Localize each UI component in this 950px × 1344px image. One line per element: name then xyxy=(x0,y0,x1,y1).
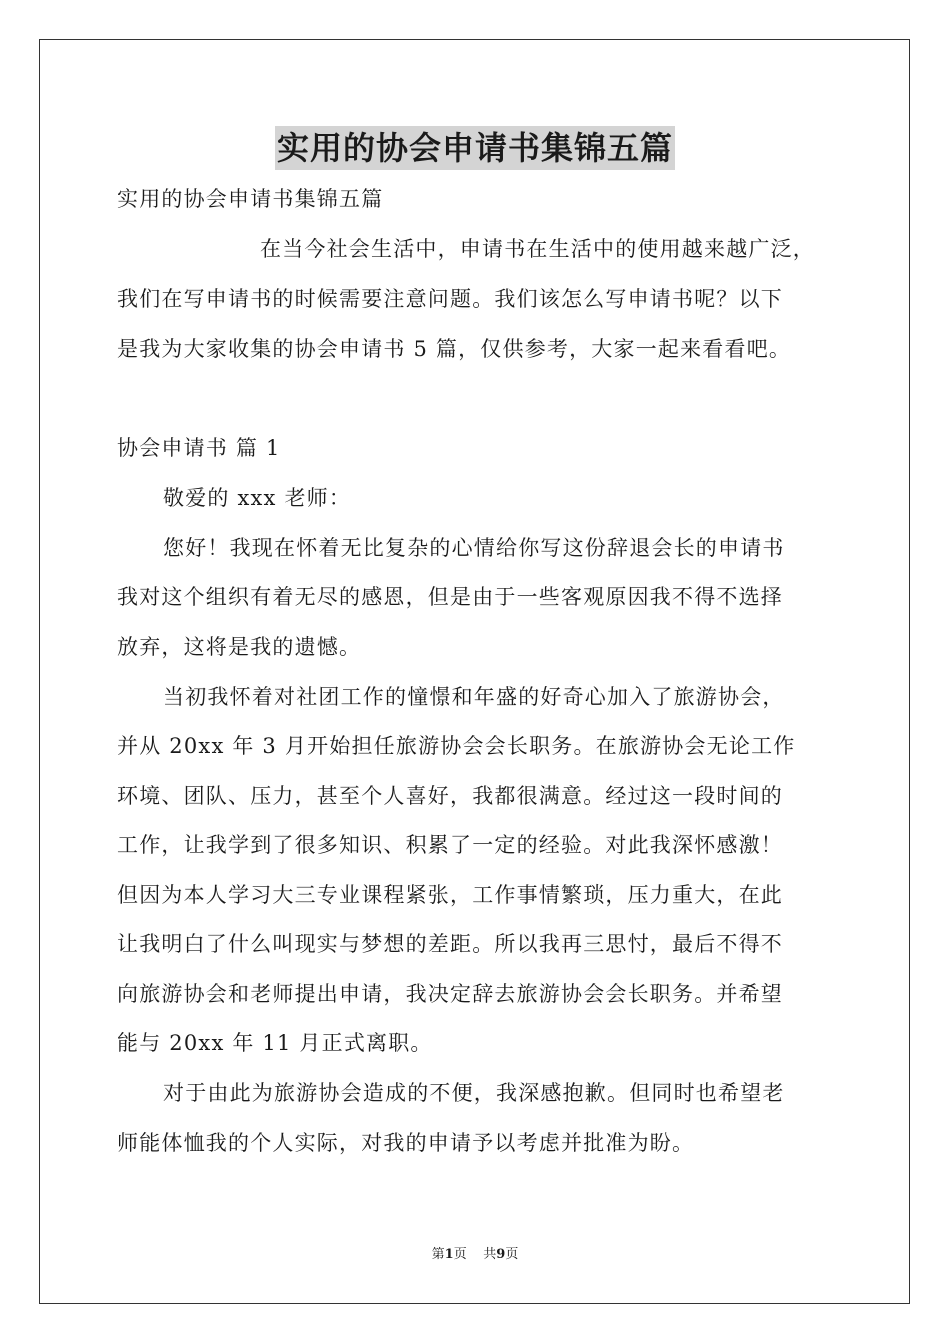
body-line: 工作，让我学到了很多知识、积累了一定的经验。对此我深怀感激！ xyxy=(117,833,783,857)
intro-line-1: 在当今社会生活中，申请书在生活中的使用越来越广泛， xyxy=(260,237,815,261)
intro-line-3: 是我为大家收集的协会申请书 5 篇，仅供参考，大家一起来看看吧。 xyxy=(117,337,792,361)
body-line: 但因为本人学习大三专业课程紧张，工作事情繁琐，压力重大，在此 xyxy=(117,883,783,907)
total-suffix: 页 xyxy=(505,1247,519,1262)
body-line: 能与 20xx 年 11 月正式离职。 xyxy=(117,1031,433,1055)
document-title: 实用的协会申请书集锦五篇 xyxy=(275,126,675,170)
body-line: 师能体恤我的个人实际，对我的申请予以考虑并批准为盼。 xyxy=(117,1131,695,1155)
body-line: 当初我怀着对社团工作的憧憬和年盛的好奇心加入了旅游协会， xyxy=(163,685,785,709)
total-prefix: 共 xyxy=(483,1247,497,1262)
body-line: 并从 20xx 年 3 月开始担任旅游协会会长职务。在旅游协会无论工作 xyxy=(117,734,796,758)
page-footer xyxy=(0,1246,950,1264)
title-container xyxy=(0,126,950,170)
section-heading: 协会申请书 篇 1 xyxy=(117,436,281,460)
page-border xyxy=(39,39,910,1304)
body-line: 放弃，这将是我的遗憾。 xyxy=(117,635,362,659)
salutation: 敬爱的 xxx 老师： xyxy=(163,486,352,510)
body-line: 对于由此为旅游协会造成的不便，我深感抱歉。但同时也希望老 xyxy=(163,1081,785,1105)
page-current: 1 xyxy=(444,1247,454,1262)
page-prefix: 第 xyxy=(431,1247,445,1262)
body-line: 环境、团队、压力，甚至个人喜好，我都很满意。经过这一段时间的 xyxy=(117,784,783,808)
body-line: 让我明白了什么叫现实与梦想的差距。所以我再三思忖，最后不得不 xyxy=(117,932,783,956)
subtitle-line: 实用的协会申请书集锦五篇 xyxy=(117,187,384,211)
page-suffix: 页 xyxy=(453,1247,467,1262)
body-line: 我对这个组织有着无尽的感恩，但是由于一些客观原因我不得不选择 xyxy=(117,585,783,609)
page-total: 9 xyxy=(496,1247,506,1262)
body-line: 向旅游协会和老师提出申请，我决定辞去旅游协会会长职务。并希望 xyxy=(117,982,783,1006)
body-line: 您好！我现在怀着无比复杂的心情给你写这份辞退会长的申请书 xyxy=(163,536,785,560)
intro-line-2: 我们在写申请书的时候需要注意问题。我们该怎么写申请书呢？以下 xyxy=(117,287,783,311)
